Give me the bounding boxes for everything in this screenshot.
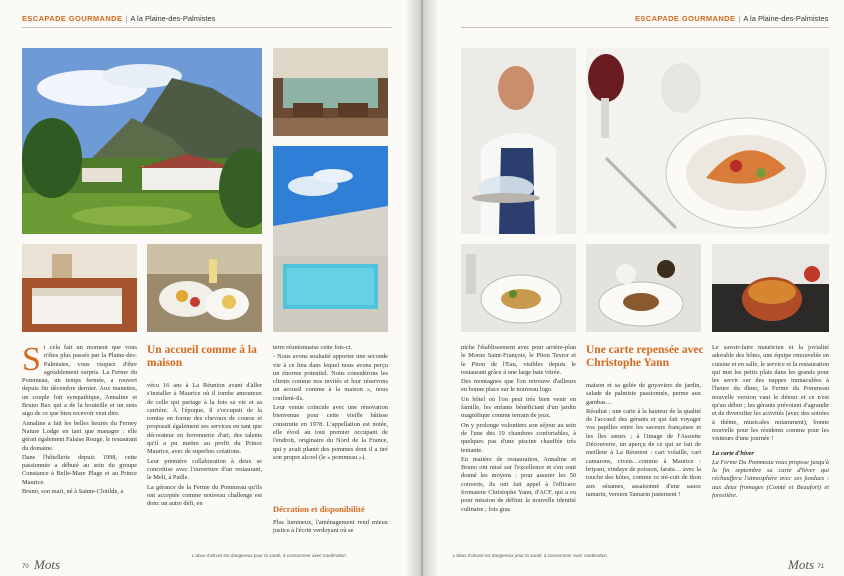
right-header — [635, 14, 828, 28]
photo-bedroom — [22, 244, 137, 332]
right-column-2 — [586, 382, 701, 500]
heading-accueil: Un accueil comme à la maison — [147, 344, 257, 369]
left-col2-text: vécu 16 ans à La Réunion avant d'aller s'installer à Maurice où il tombe amoureux de celle qui partage à la fois sa vie et sa carrière. À l'époque, il s'occupait de la remise en forme des chevaux de course et proposait également ses services en tant que décorateur en ferronnerie d'art, des talents qu'il a pu mettre au profit du Prince Maurice, avec de superbes créations. — [147, 382, 262, 456]
left-col3-text: terre réunionnaise cette fois-ci. — [273, 344, 353, 351]
header-rule — [22, 27, 392, 28]
left-col3-text4: Plus lumineux, l'aménagement rend mieux justice à l'écrin verdoyant où se — [273, 519, 388, 535]
photo-dining-room — [273, 48, 388, 136]
right-column-1 — [461, 344, 576, 515]
photo-dish-1 — [461, 244, 576, 332]
left-column-3b — [273, 519, 388, 537]
right-col2-text: maison et sa gelée de goyaviers du jardin, salade de palmiste passionnée, perme aux gambas… — [586, 382, 701, 406]
left-column-1 — [22, 341, 137, 497]
photo-dish-2 — [586, 244, 701, 332]
left-logo: Mots — [34, 557, 60, 572]
left-page — [0, 0, 421, 576]
left-column-3 — [273, 344, 388, 463]
photo-dish-3 — [712, 244, 829, 332]
right-page — [423, 0, 844, 576]
right-col1-text3: Un hôtel où l'on peut très bien venir en famille, les enfants bénéficiant d'un jardin magnifique comme terrain de jeux. — [461, 395, 576, 420]
dropcap: S — [22, 341, 41, 378]
photo-garden-mountain — [22, 48, 262, 234]
box-text: La Ferme Du Pommeau vous propose jusqu'à la fin septembre sa carte d'hiver qui réchauffera l'atmosphère avec ses fondues : aux deux fromages (Comté et Beaufort) et forestière. — [712, 458, 829, 500]
right-col1-text4: On y prolonge volontiers son séjour au sein de l'une des 19 chambres confortables, à quelques pas d'une piscine chauffée très tentante. — [461, 421, 576, 454]
page-gutter — [405, 0, 439, 576]
left-disclaimer: L'abus d'alcool est dangereux pour la santé, à consommer avec modération — [192, 553, 346, 558]
photo-main-dish — [586, 48, 829, 234]
header-rule-right — [461, 27, 829, 28]
left-col1-text4: Bruno, son mari, né à Sainte-Clotilde, a — [22, 488, 124, 496]
heading-decoration: Décration et disponibilité — [273, 504, 365, 514]
right-col1-text2: Des montagnes que l'on retrouve d'ailleurs en bonne place sur le nouveau logo. — [461, 378, 576, 394]
header-brand: ESCAPADE GOURMANDE — [22, 14, 123, 23]
right-disclaimer: L'abus d'alcool est dangereux pour la santé, à consommer avec modération — [453, 553, 607, 558]
left-col3-text2: - Nous avons souhaité apporter une seconde vie à ce lieu dans lequel nous avons perçu un énorme potentiel. Nous considérons les clients comme nos invités et leur réservons un accueil comme à la maison », nous confient-ils. — [273, 353, 388, 402]
left-col2-text3: La gérance de la Ferme du Pommeau qu'ils ont acceptée comme nouveau challenge est donc un autre défi, en — [147, 483, 262, 508]
left-col3-text3: Leur venue coïncide avec une rénovation bienvenue pour cette vieille bâtisse construite en 1978. L'appellation est notée, elle évoil au tout premier occupant de l'endroit, originaire du Nord de la France, qui y avait planté des pommes dont il a tiré son propre alcool (le « pommeau »). — [273, 404, 388, 461]
right-col2-text2: Résultat : une carte à la hauteur de la qualité de l'accueil des gérants et qui fait voyager vos papilles entre les saveurs françaises et les îles sœurs ; à l'image de l'Assiette Découverte, un aperçu de ce qui se fait de meilleur à La Réunion : cari volaille, cari camarons, civets…comme à Maurice : briyani, vindaye de poisson, farata… avec la touche des hôtes, comme ce mi-cuit de thon aux sésames, assaisonné d'une sauce tamarin, version Tamarin justement ! — [586, 407, 701, 498]
left-col1-text3: Dans l'hôtellerie depuis 1998, cette passionnée a débuté au sein du groupe Constance à Belle-Mare Plage et au Prince Maurice. — [22, 453, 137, 486]
left-folio: 70 — [22, 564, 29, 570]
box-heading: La carte d'hiver — [712, 449, 754, 457]
right-folio: 71 — [817, 564, 824, 570]
photo-chef — [461, 48, 576, 234]
right-column-3 — [712, 344, 829, 501]
header-brand-right: ESCAPADE GOURMANDE — [635, 14, 736, 23]
left-header — [22, 14, 215, 28]
header-place: A la Plaine-des-Palmistes — [130, 14, 216, 23]
right-col1-text5: En matière de restauration, Annaline et Bruno ont misé sur l'excellence et s'en sont donné les moyens : pour assurer les 50 couverts, ils ont fait appel à l'efficace formateur Christophe Yann, d'ACF, qui a eu pour mission de définir la nouvelle identité culinaire ; fois gras — [461, 455, 576, 513]
right-col1-text: niche l'établissement avec pour arrière-plan le Morne Saint-François, le Piton Textor et le Piton de l'Eau, visibles depuis le restaurant grâce à une large baie vitrée. — [461, 344, 576, 376]
header-separator: | — [125, 14, 128, 23]
right-logo: Mots — [788, 557, 814, 572]
photo-pool — [273, 146, 388, 332]
left-col1-text2: Annaline a fait les belles heures du Ferney Nature Lodge en tant que manager : elle gérait également Falaise Rouge, le restaurant du domaine. — [22, 419, 137, 452]
left-col1-text1: i cela fait un moment que vous n'êtes plus passés par la Plaine-des-Palmistes, vous risquez d'être agréablement surpris. La Ferme du Pommeau, un temps fermée, a rouvert depuis fin décembre dernier. Aux manettes, un couple fort sympathique, Annaline et Bruno Bax qui a de la bouteille et un sens aigu de ce que bien recevoir veut dire. — [22, 344, 137, 418]
right-col3-text: Le savoir-faire mauricien et la jovialité adorable des hôtes, une équipe renouvelée en cuisine et en salle, le service et la restauration qui met les petits plats dans les grands pour les servir sur des nappes immaculées à l'heure du dîner, la Ferme du Pommeau nouvelle version vaut le détour et ce n'est qu'un début ; les gérants prévoient d'agrandir et de diversifier les activités (avec des soirées à thème, musicales notamment), bonne nouvelle pour les résidents comme pour les visiteurs d'une journée ! — [712, 344, 829, 443]
header-separator-right: | — [738, 14, 741, 23]
photo-breakfast — [147, 244, 262, 332]
header-place-right: A la Plaine-des-Palmistes — [743, 14, 829, 23]
left-col2-text2: Leur première collaboration à deux se concrétise avec l'ouverture d'un restaurant, le Meli, à Paille. — [147, 457, 262, 482]
left-column-2 — [147, 382, 262, 509]
heading-carte: Une carte repensée avec Christophe Yann — [586, 344, 704, 369]
